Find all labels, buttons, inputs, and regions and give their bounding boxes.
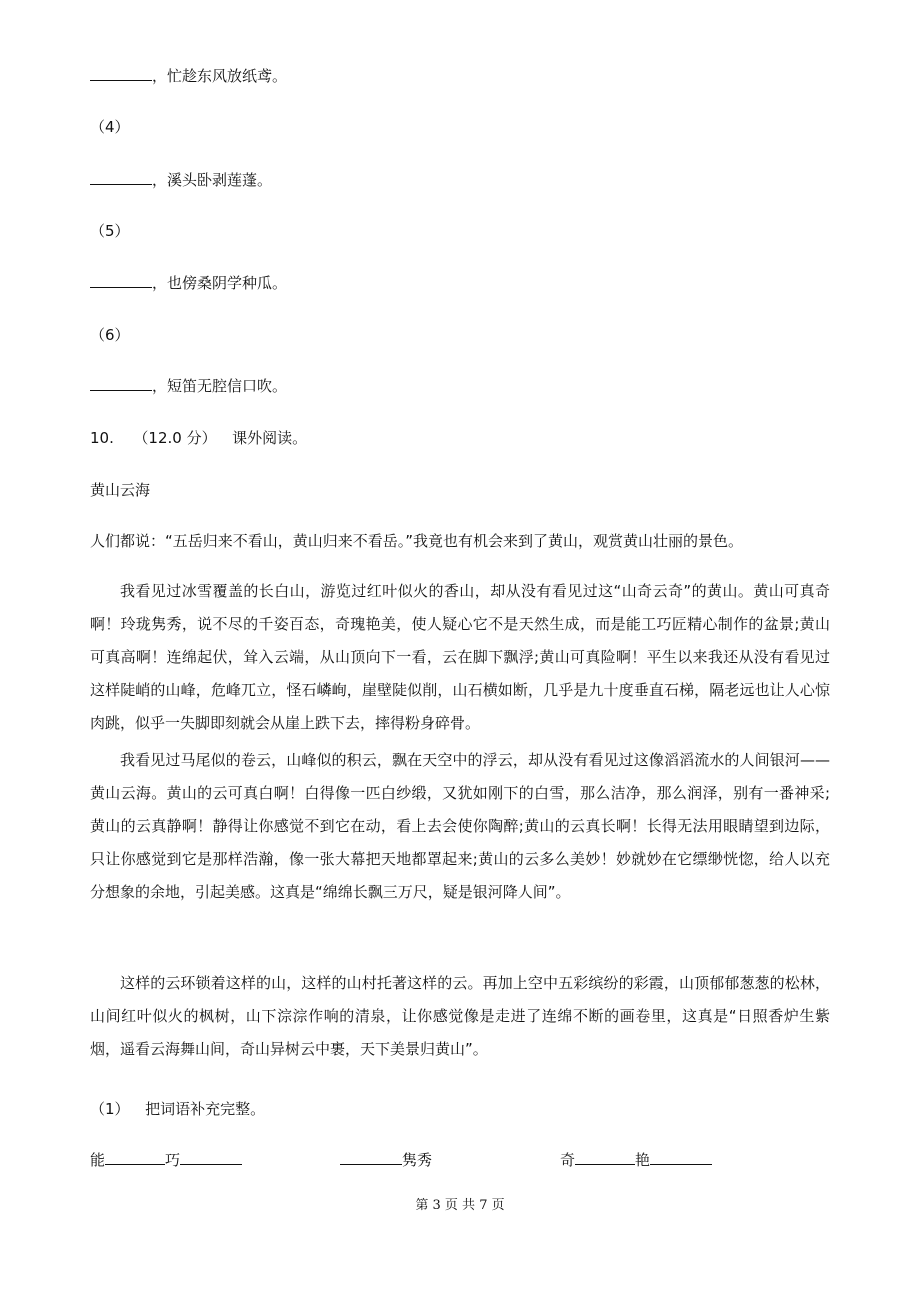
article-paragraph-3: 我看见过马尾似的卷云，山峰似的积云，飘在天空中的浮云，却从没有看见过这像滔滔流水的人间银河——黄山云海。黄山的云可真白啊！白得像一匹白纱缎，又犹如刚下的白雪，那么洁净，那么润泽，别有一番神采;黄山的云真静啊！静得让你感觉不到它在动，看上去会使你陶醉;黄山的云真长啊！长得无法用眼睛望到边际，只让你感觉到它是那样浩瀚，像一张大幕把天地都罩起来;黄山的云多么美妙！妙就妙在它缥缈恍惚，给人以充分想象的余地，引起美感。这真是“绵绵长飘三万尺，疑是银河降人间”。 xyxy=(90,751,830,901)
item-number-5: （5） xyxy=(90,222,130,240)
word-fill-group-1: 能 巧 xyxy=(90,1150,242,1170)
poem-line-5: ，也傍桑阴学种瓜。 xyxy=(90,273,287,293)
answer-blank[interactable] xyxy=(90,273,152,288)
answer-blank[interactable] xyxy=(575,1150,635,1165)
question-score: （12.0 分） xyxy=(133,429,217,447)
answer-blank[interactable] xyxy=(90,376,152,391)
page-footer: 第 3 页 共 7 页 xyxy=(415,1198,505,1213)
answer-blank[interactable] xyxy=(90,170,152,185)
answer-blank[interactable] xyxy=(650,1150,712,1165)
word-fill-group-2: 隽秀 xyxy=(340,1150,432,1170)
answer-blank[interactable] xyxy=(180,1150,242,1165)
answer-blank[interactable] xyxy=(105,1150,165,1165)
answer-blank[interactable] xyxy=(340,1150,402,1165)
answer-blank[interactable] xyxy=(90,66,152,81)
question-number: 10. xyxy=(90,429,114,447)
poem-line-3: ，忙趁东风放纸鸢。 xyxy=(90,66,287,86)
item-number-4: （4） xyxy=(90,118,130,136)
article-title: 黄山云海 xyxy=(90,481,151,499)
article-paragraph-2: 我看见过冰雪覆盖的长白山，游览过红叶似火的香山，却从没有看见过这“山奇云奇”的黄山。黄山可真奇啊！玲珑隽秀，说不尽的千姿百态，奇瑰艳美，使人疑心它不是天然生成，而是能工巧匠精心制作的盆景;黄山可真高啊！连绵起伏，耸入云端，从山顶向下一看，云在脚下飘浮;黄山可真险啊！平生以来我还从没有看见过这样陡峭的山峰，危峰兀立，怪石嶙峋，崖壁陡似削，山石横如断，几乎是九十度垂直石梯，隔老远也让人心惊肉跳，似乎一失脚即刻就会从崖上跌下去，摔得粉身碎骨。 xyxy=(90,582,830,732)
article-paragraph-4: 这样的云环锁着这样的山，这样的山村托著这样的云。再加上空中五彩缤纷的彩霞，山顶郁郁葱葱的松林，山间红叶似火的枫树，山下淙淙作响的清泉，让你感觉像是走进了连绵不断的画卷里，这真是“日照香炉生紫烟，遥看云海舞山间，奇山异树云中裹，天下美景归黄山”。 xyxy=(90,974,830,1058)
item-number-6: （6） xyxy=(90,326,130,344)
question-heading xyxy=(90,428,307,448)
article-paragraph-1: 人们都说：“五岳归来不看山，黄山归来不看岳。”我竟也有机会来到了黄山，观赏黄山壮丽的景色。 xyxy=(90,532,744,550)
poem-line-6: ，短笛无腔信口吹。 xyxy=(90,376,287,396)
sub-question-1: （1） 把词语补充完整。 xyxy=(90,1100,266,1118)
question-title: 课外阅读。 xyxy=(232,429,308,447)
poem-line-4: ，溪头卧剥莲蓬。 xyxy=(90,170,272,190)
word-fill-group-3: 奇 艳 xyxy=(560,1150,712,1170)
